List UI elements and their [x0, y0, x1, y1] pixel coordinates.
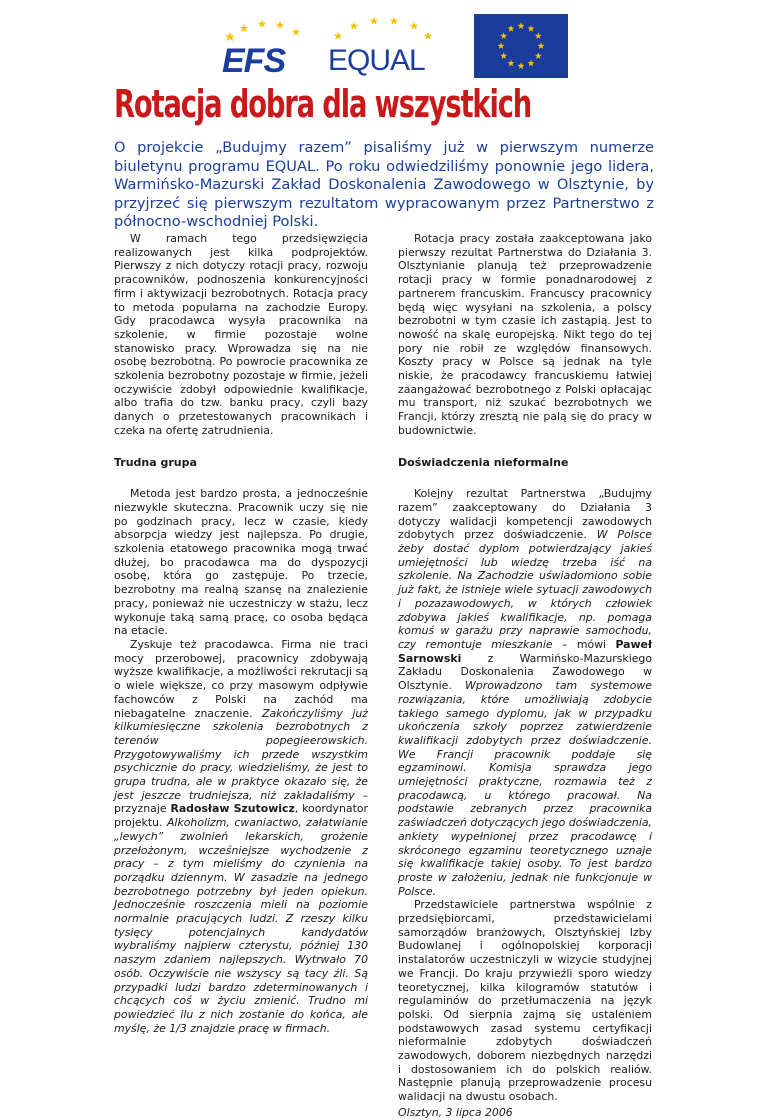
- left-p3-quote: Zakończyliśmy już kilkumiesięczne szkolenia bezrobotnych z terenów popegieerowskich. Przygotowywaliśmy ich przede wszystkim psychicznie do pracy, wiedzieliśmy, że jest to grupa trudna, ale w praktyce okazało się, że jest jeszcze trudniejsza, niż zakładaliśmy: [114, 706, 368, 802]
- logo-bar: [0, 0, 768, 82]
- right-p2-attribution: – mówi: [552, 637, 616, 651]
- equal-stars-icon: [328, 14, 438, 44]
- eu-star-icon: [498, 42, 505, 49]
- eu-flag-icon: [474, 14, 568, 78]
- left-p3-attribution: – przyznaje: [114, 788, 368, 816]
- person-name-szutowicz: Radosław Szutowicz: [170, 802, 295, 816]
- section-heading-doswiadczenia: Doświadczenia nieformalne: [398, 455, 569, 469]
- eu-star-icon: [528, 25, 535, 32]
- right-column: [398, 232, 652, 1120]
- equal-logo-text: EQUAL: [328, 44, 425, 77]
- article-title: Rotacja dobra dla wszystkich: [114, 82, 532, 126]
- left-paragraph-2: Metoda jest bardzo prosta, a jednocześnie niezwykle skuteczna. Pracownik uczy się nie po godzinach pracy, lecz w czasie, kiedy absorpcja wiedzy jest najlepsza. Po drugie, szkolenia etatowego pracownika mogą trwać dłużej, bo pracodawca ma do dyspozycji osobę, która go zastępuje. Po trzecie, bezrobotny ma realną szansę na znalezienie pracy, ponieważ nie uczestniczy w stażu, lecz wykonuje taką samą pracę, co osoba będąca na etacie.: [114, 487, 368, 638]
- person-name-sarnowski: Paweł Sarnowski: [398, 637, 652, 665]
- eu-star-icon: [508, 25, 515, 32]
- right-paragraph-1: Rotacja pracy została zaakceptowana jako pierwszy rezultat Partnerstwa do Działania 3. Olsztynianie planują też przeprowadzenie rotacji pracy w formie ponadnarodowej z partnerem francuskim. Francuscy pracownicy będą więc wysyłani na szkolenia, a polscy bezrobotni w tym czasie ich zastąpią. Jest to nowość na skalę europejską. Nikt tego do tej pory nie robił ze względów finansowych. Koszty pracy w Polsce są jednak na tyle niskie, że pracodawcy francuskiemu łatwiej zaangażować bezrobotnego z Polski opłacając mu transport, niż szukać bezrobotnych we Francji, którzy zresztą nie palą się do pracy w budownictwie.: [398, 232, 652, 437]
- eu-star-icon: [500, 32, 507, 39]
- eu-star-icon: [518, 22, 525, 29]
- left-p3-quote-2: Alkoholizm, cwaniactwo, załatwianie „lewych” zwolnień lekarskich, grożenie przełożonym, wcześniejsze wychodzenie z pracy – z tym mieliśmy do czynienia na porządku dziennym. W zasadzie na jednego bezrobotnego potrzebny był jeden opiekun. Jednocześnie roszczenia mieli na poziomie normalnie pracujących ludzi. Z rzeszy kilku tysięcy potencjalnych kandydatów wybraliśmy najpierw czterystu, później 130 naszym zdaniem najlepszych. Wytrwało 70 osób. Oczywiście nie wszyscy są tacy źli. Są przypadki ludzi bardzo zdeterminowanych i chcących coś w życiu zmienić. Trudno mi powiedzieć ilu z nich zostanie do końca, ale myślę, że 1/3 znajdzie pracę w firmach.: [114, 816, 368, 1035]
- eu-star-icon: [508, 60, 515, 67]
- eu-star-icon: [535, 52, 542, 59]
- efs-logo-text: EFS: [222, 42, 286, 80]
- eu-star-icon: [518, 62, 525, 69]
- left-column: [114, 232, 368, 1035]
- right-p2-quote-2: Wprowadzono tam systemowe rozwiązania, które umożliwiają zdobycie takiego samego dyplomu, jak w przypadku ukończenia szkoły poprzez zatwierdzenie kwalifikacji zdobytych przez doświadczenie. We Francji pracownik poddaje się egzaminowi. Komisja sprawdza jego umiejętności praktyczne, rozmawia też z pracodawcą, u którego pracował. Na podstawie zebranych przez pracownika zaświadczeń dotyczących jego doświadczenia, ankiety wypełnionej przez pracodawcę i skróconego egzaminu teoretycznego uznaje się kwalifikacje takiej osoby. To jest bardzo proste w założeniu, jednak nie funkcjonuje w Polsce.: [398, 679, 652, 898]
- left-paragraph-1: W ramach tego przedsięwzięcia realizowanych jest kilka podprojektów. Pierwszy z nich dotyczy rotacji pracy, rozwoju pracowników, podnoszenia konkurencyjności firm i aktywizacji bezrobotnych. Rotacja pracy to metoda popularna na zachodzie Europy. Gdy pracodawca wysyła pracownika na szkolenie, w firmie pozostaje wolne stanowisko pracy. Wprowadza się na nie osobę bezrobotną. Po powrocie pracownika ze szkolenia bezrobotny pozostaje w firmie, jeżeli oczywiście zdobył odpowiednie kwalifikacje, albo trafia do tzw. banku pracy, czyli bazy danych o przetestowanych pracownikach i czeka na ofertę zatrudnienia.: [114, 232, 368, 437]
- left-p3-role: , koordynator projektu.: [114, 802, 368, 830]
- dateline: Olsztyn, 3 lipca 2006: [398, 1105, 513, 1119]
- right-paragraph-3: Przedstawiciele partnerstwa wspólnie z przedsiębiorcami, przedstawicielami samorządów branżowych, Olsztyńskiej Izby Budowlanej i ogólnopolskiej korporacji instalatorów uczestniczyli w wizycie studyjnej we Francji. Do kraju przywieźli sporo wiedzy teoretycznej, kilka kilogramów statutów i regulaminów do przetłumaczenia na język polski. Od sierpnia zajmą się ustaleniem podstawowych zasad systemu certyfikacji nieformalnie zdobytych doświadczeń zawodowych, doborem niezbędnych narzędzi i dostosowaniem ich do polskich realiów. Następnie planują przeprowadzenie procesu walidacji na dwustu osobach.: [398, 898, 652, 1104]
- article-lead: O projekcie „Budujmy razem” pisaliśmy już w pierwszym numerze biuletynu programu EQUAL. Po roku odwiedziliśmy ponownie jego lidera, Warmińsko-Mazurski Zakład Doskonalenia Zawodowego w Olsztynie, by przyjrzeć się pierwszym rezultatom wypracowanym przez Partnerstwo z północno-wschodniej Polski.: [114, 139, 654, 230]
- eu-star-icon: [535, 32, 542, 39]
- left-paragraph-3: [114, 638, 368, 1035]
- eu-star-icon: [528, 60, 535, 67]
- left-p3-text: Zyskuje też pracodawca. Firma nie traci mocy przerobowej, pracownicy zdobywają wyższe kwalifikacje, a możliwości rekrutacji są o wiele większe, co przy masowym odpływie fachowców z Polski na zachód ma niebagatelne znaczenie.: [114, 637, 368, 720]
- right-p2-text: Kolejny rezultat Partnerstwa „Budujmy razem” zaakceptowany do Działania 3 dotyczy walidacji kompetencji zawodowych zdobytych przez doświadczenie.: [398, 487, 652, 542]
- eu-stars-icon: [474, 14, 568, 78]
- equal-logo: [328, 14, 438, 78]
- right-p2-quote: W Polsce żeby dostać dyplom potwierdzający jakieś umiejętności lub wiedzę trzeba iść na szkolenie. Na Zachodzie uświadomiono sobie już fakt, że istnieje wiele sytuacji zawodowych i pozazawodowych, w których człowiek zdobywa jakieś kwalifikacje, np. pomaga komuś w garażu przy naprawie samochodu, czy remontuje mieszkanie: [398, 528, 652, 651]
- eu-star-icon: [500, 52, 507, 59]
- eu-star-icon: [538, 42, 545, 49]
- section-heading-trudna-grupa: Trudna grupa: [114, 455, 197, 469]
- right-paragraph-2: [398, 487, 652, 898]
- efs-logo: [222, 18, 312, 78]
- right-p2-role: z Warmińsko-Mazurskiego Zakładu Doskonalenia Zawodowego w Olsztynie.: [398, 651, 652, 693]
